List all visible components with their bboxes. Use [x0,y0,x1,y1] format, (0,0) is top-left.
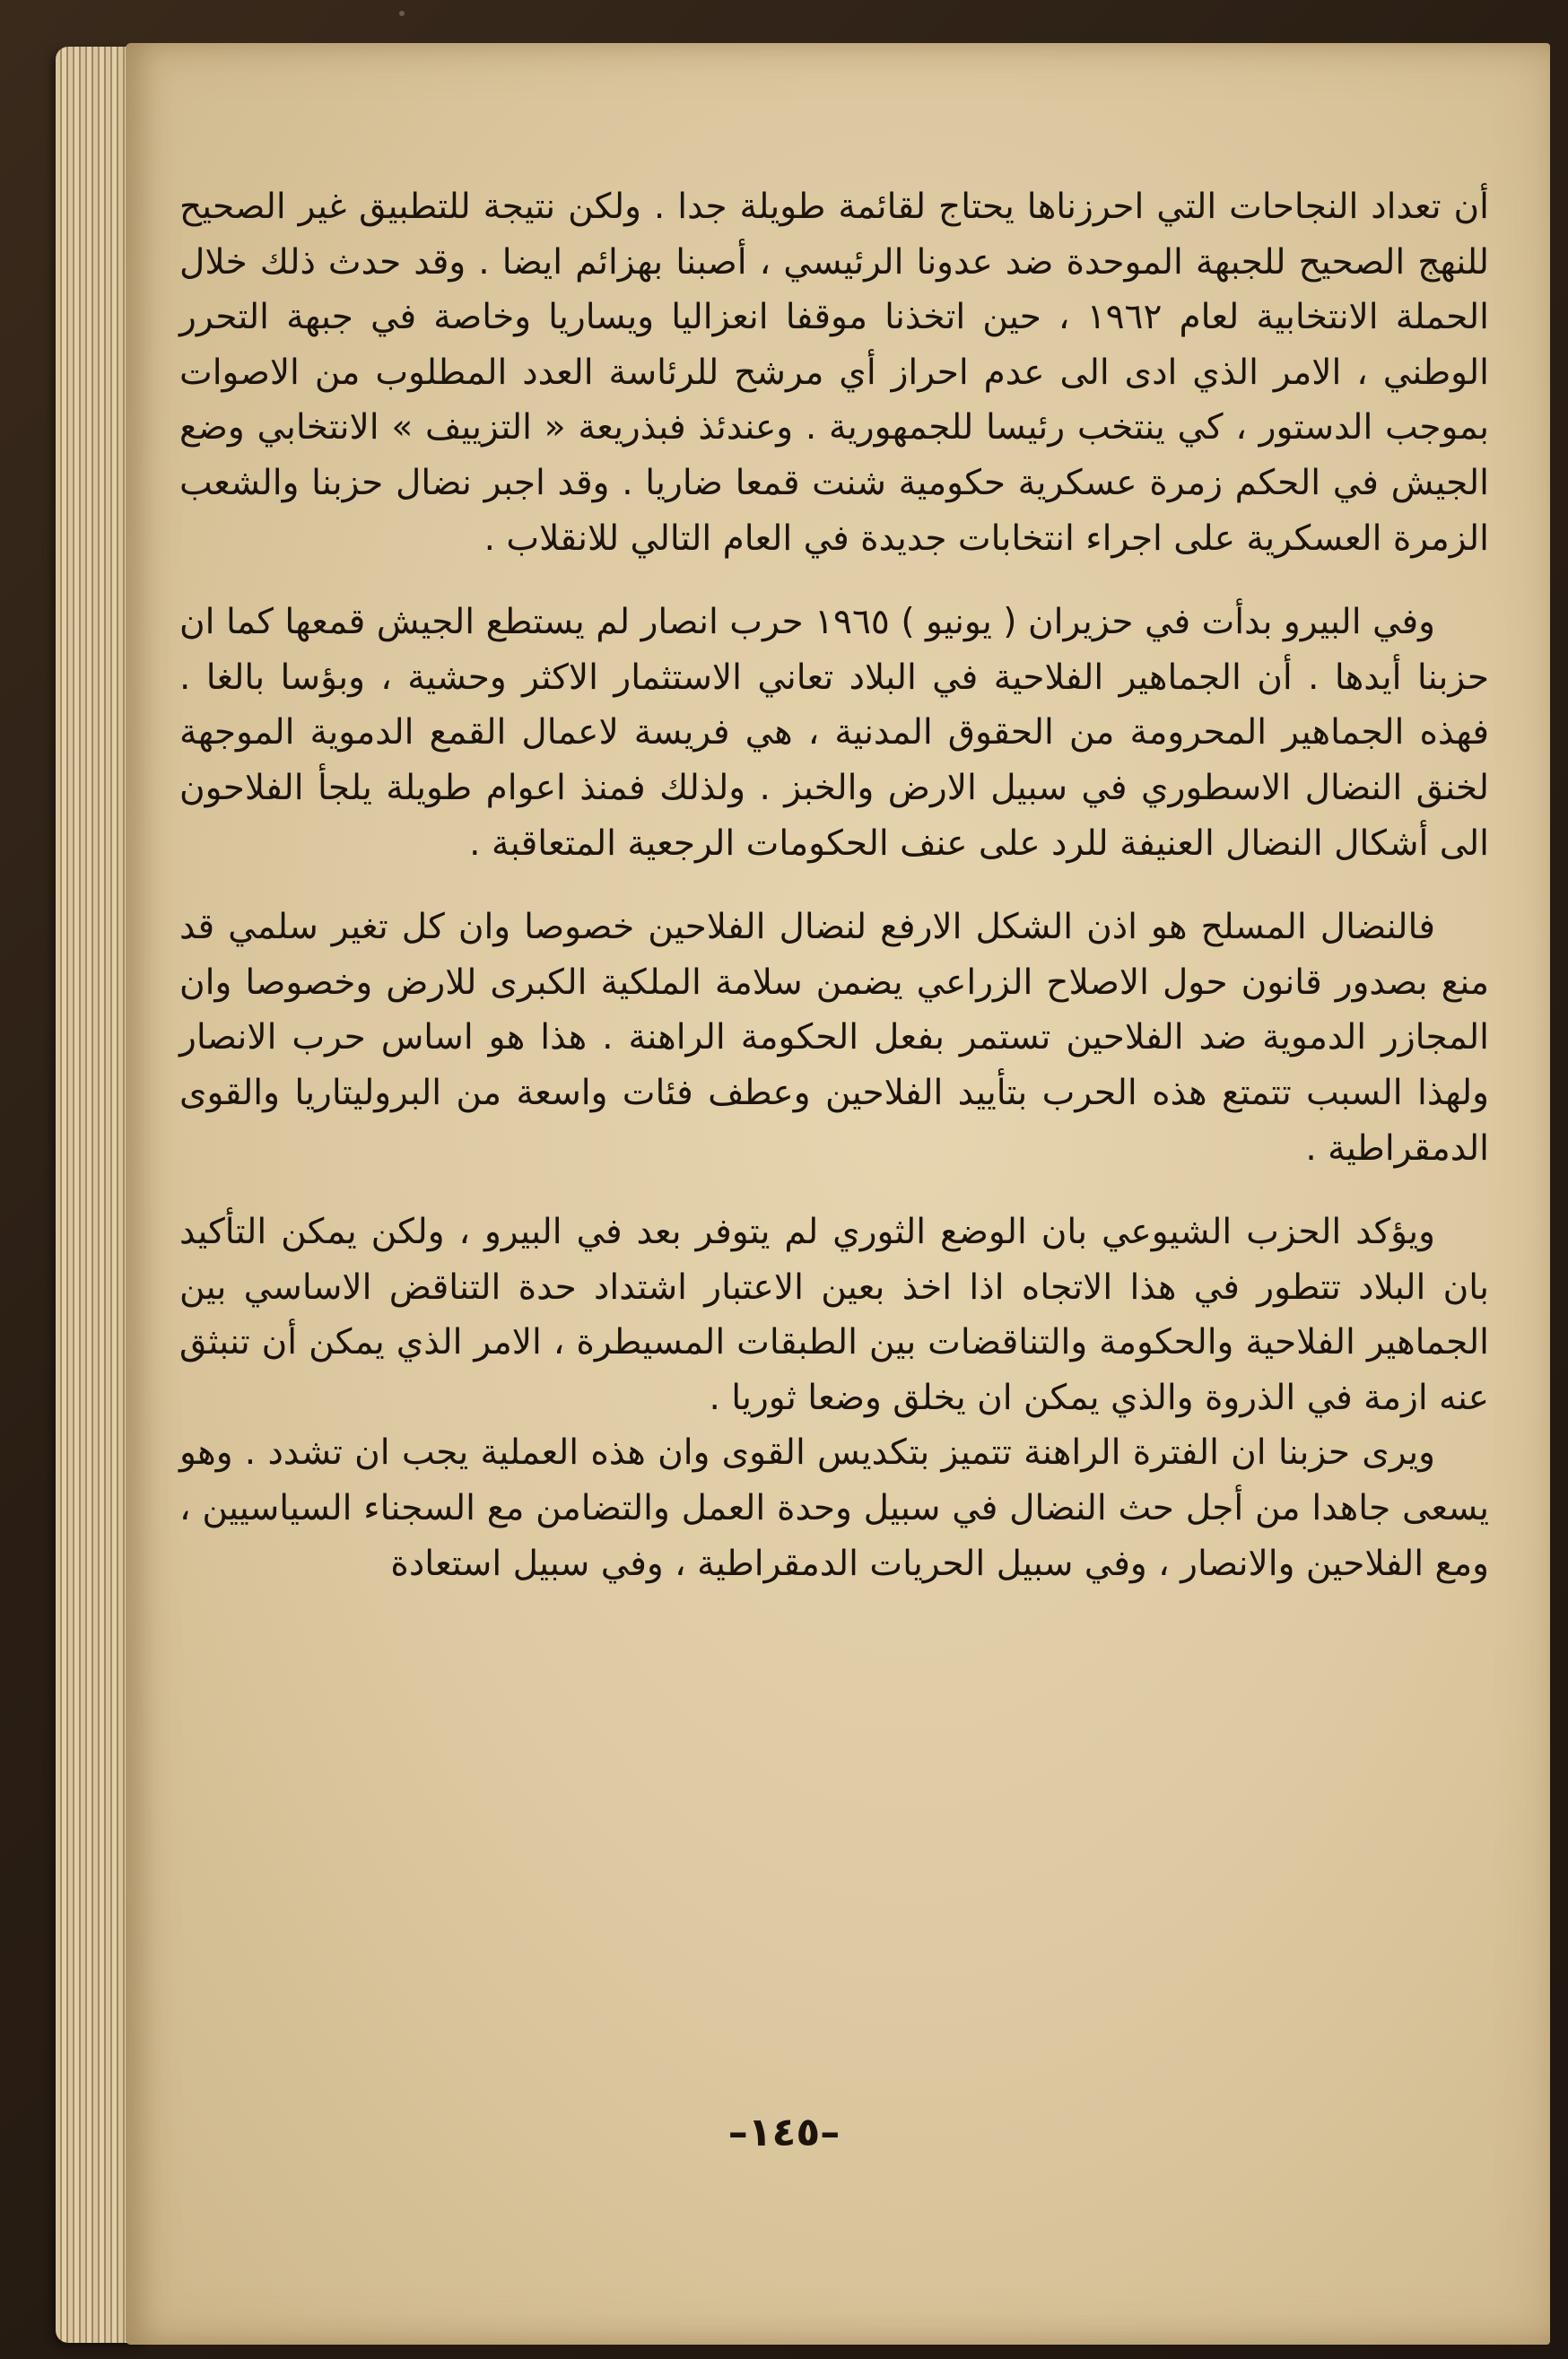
paragraph-3: فالنضال المسلح هو اذن الشكل الارفع لنضال الفلاحين خصوصا وان كل تغير سلمي قد منع بصدور قانون حول الاصلاح الزراعي يضمن سلامة الملكية الكبرى للارض وخصوصا وان المجازر الدموية ضد الفلاحين تستمر بفعل الحكومة الراهنة . هذا هو اساس حرب الانصار ولهذا السبب تتمتع هذه الحرب بتأييد الفلاحين وعطف فئات واسعة من البروليتاريا والقوى الدمقراطية . [179,907,1489,1169]
paragraph-gap [179,1176,1489,1205]
paragraph-1: أن تعداد النجاحات التي احرزناها يحتاج لقائمة طويلة جدا . ولكن نتيجة للتطبيق غير الصحيح للنهج الصحيح للجبهة الموحدة ضد عدونا الرئيسي ، أصبنا بهزائم ايضا . وقد حدث ذلك خلال الحملة الانتخابية لعام ١٩٦٢ ، حين اتخذنا موقفا انعزاليا ويساريا وخاصة في جبهة التحرر الوطني ، الامر الذي ادى الى عدم احراز أي مرشح للرئاسة العدد المطلوب من الاصوات بموجب الدستور ، كي ينتخب رئيسا للجمهورية . وعندئذ فبذريعة « التزييف » الانتخابي وضع الجيش في الحكم زمرة عسكرية حكومية شنت قمعا ضاريا . وقد اجبر نضال حزبنا والشعب الزمرة العسكرية على اجراء انتخابات جديدة في العام التالي للانقلاب . [179,187,1489,559]
paragraph-4: ويؤكد الحزب الشيوعي بان الوضع الثوري لم يتوفر بعد في البيرو ، ولكن يمكن التأكيد بان البلاد تتطور في هذا الاتجاه اذا اخذ بعين الاعتبار اشتداد حدة التناقض الاساسي بين الجماهير الفلاحية والحكومة والتناقضات بين الطبقات المسيطرة ، الامر الذي يمكن أن تنبثق عنه ازمة في الذروة والذي يمكن ان يخلق وضعا ثوريا . [179,1212,1489,1418]
paragraph-gap [179,871,1489,900]
paragraph-5: ويرى حزبنا ان الفترة الراهنة تتميز بتكديس القوى وان هذه العملية يجب ان تشدد . وهو يسعى جاهدا من أجل حث النضال في سبيل وحدة العمل والتضامن مع السجناء السياسيين ، ومع الفلاحين والانصار ، وفي سبيل الحريات الدمقراطية ، وفي سبيل استعادة [179,1432,1489,1584]
paragraph-gap [179,566,1489,595]
scan-speck [399,11,405,16]
page-text [179,179,1489,1591]
page-number: –١٤٥– [727,2110,841,2155]
paragraph-2: وفي البيرو بدأت في حزيران ( يونيو ) ١٩٦٥ حرب انصار لم يستطع الجيش قمعها كما ان حزبنا أيدها . أن الجماهير الفلاحية في البلاد تعاني الاستثمار الاكثر وحشية ، وبؤسا بالغا . فهذه الجماهير المحرومة من الحقوق المدنية ، هي فريسة لاعمال القمع الدموية الموجهة لخنق النضال الاسطوري في سبيل الارض والخبز . ولذلك فمنذ اعوام طويلة يلجأ الفلاحون الى أشكال النضال العنيفة للرد على عنف الحكومات الرجعية المتعاقبة . [179,602,1489,864]
